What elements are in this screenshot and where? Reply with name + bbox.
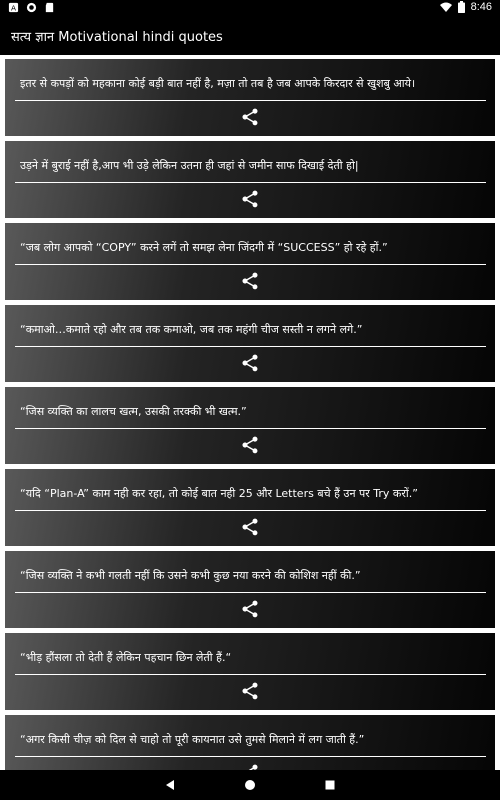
recents-button[interactable] xyxy=(322,777,338,793)
share-button[interactable] xyxy=(238,106,262,128)
quote-card xyxy=(5,223,495,300)
notification-a-icon xyxy=(8,2,19,13)
quote-card xyxy=(5,551,495,628)
navigation-bar xyxy=(0,770,500,800)
divider xyxy=(15,428,486,429)
app-title: सत्य ज्ञान Motivational hindi quotes xyxy=(11,30,223,45)
share-icon xyxy=(240,517,260,537)
divider xyxy=(15,346,486,347)
status-bar xyxy=(0,0,500,16)
back-icon xyxy=(164,779,176,791)
quote-text: “अगर किसी चीज़ को दिल से चाहो तो पूरी कायनात उसे तुमसे मिलाने में लग जाती हैं.” xyxy=(20,733,365,746)
share-icon xyxy=(240,763,260,770)
divider xyxy=(15,100,486,101)
divider xyxy=(15,510,486,511)
quote-card xyxy=(5,305,495,382)
share-button[interactable] xyxy=(238,598,262,620)
recents-icon xyxy=(324,779,336,791)
quote-card xyxy=(5,387,495,464)
app-bar xyxy=(0,16,500,55)
share-button[interactable] xyxy=(238,516,262,538)
share-icon xyxy=(240,271,260,291)
share-icon xyxy=(240,599,260,619)
status-time: 8:46 xyxy=(470,1,492,13)
share-icon xyxy=(240,107,260,127)
quote-text: इतर से कपड़ों को महकाना कोई बड़ी बात नहीं है, मज़ा तो तब है जब आपके किरदार से खुशबु आये। xyxy=(20,77,416,90)
divider xyxy=(15,182,486,183)
share-icon xyxy=(240,681,260,701)
divider xyxy=(15,674,486,675)
share-icon xyxy=(240,435,260,455)
wifi-icon xyxy=(440,2,452,13)
quote-card xyxy=(5,633,495,710)
share-button[interactable] xyxy=(238,188,262,210)
quote-text: “कमाओ…कमाते रहो और तब तक कमाओ, जब तक महंगी चीज सस्ती न लगने लगे.” xyxy=(20,323,363,336)
quotes-list[interactable] xyxy=(0,55,500,770)
quote-card xyxy=(5,59,495,136)
share-button[interactable] xyxy=(238,762,262,770)
home-button[interactable] xyxy=(242,777,258,793)
svg-text:A: A xyxy=(10,3,17,13)
sd-card-icon xyxy=(44,2,55,13)
status-right-icons xyxy=(440,1,492,13)
divider xyxy=(15,264,486,265)
back-button[interactable] xyxy=(162,777,178,793)
quote-text: “जिस व्यक्ति ने कभी गलती नहीं कि उसने कभी कुछ नया करने की कोशिश नहीं की.” xyxy=(20,569,361,582)
divider xyxy=(15,592,486,593)
home-icon xyxy=(244,779,256,791)
battery-icon xyxy=(458,1,465,13)
quote-card xyxy=(5,141,495,218)
quote-text: “जिस व्यक्ति का लालच खत्म, उसकी तरक्की भी खत्म.” xyxy=(20,405,247,418)
quote-text: “जब लोग आपको “COPY” करने लगें तो समझ लेना जिंदगी में “SUCCESS” हो रहे हों.” xyxy=(20,241,388,254)
status-left-icons xyxy=(8,2,55,13)
quote-text: “भीड़ हौंसला तो देती हैं लेकिन पहचान छिन लेती हैं.“ xyxy=(20,651,232,664)
quote-text: “यदि “Plan-A” काम नही कर रहा, तो कोई बात नही 25 और Letters बचे हैं उन पर Try करों.” xyxy=(20,487,418,500)
share-button[interactable] xyxy=(238,270,262,292)
quote-card xyxy=(5,469,495,546)
share-button[interactable] xyxy=(238,352,262,374)
share-button[interactable] xyxy=(238,434,262,456)
share-icon xyxy=(240,353,260,373)
sync-icon xyxy=(26,2,37,13)
quote-card xyxy=(5,715,495,770)
quote-text: उड़ने में बुराई नहीं है,आप भी उड़े लेकिन उतना ही जहां से जमीन साफ दिखाई देती हो| xyxy=(20,159,359,172)
divider xyxy=(15,756,486,757)
share-icon xyxy=(240,189,260,209)
share-button[interactable] xyxy=(238,680,262,702)
